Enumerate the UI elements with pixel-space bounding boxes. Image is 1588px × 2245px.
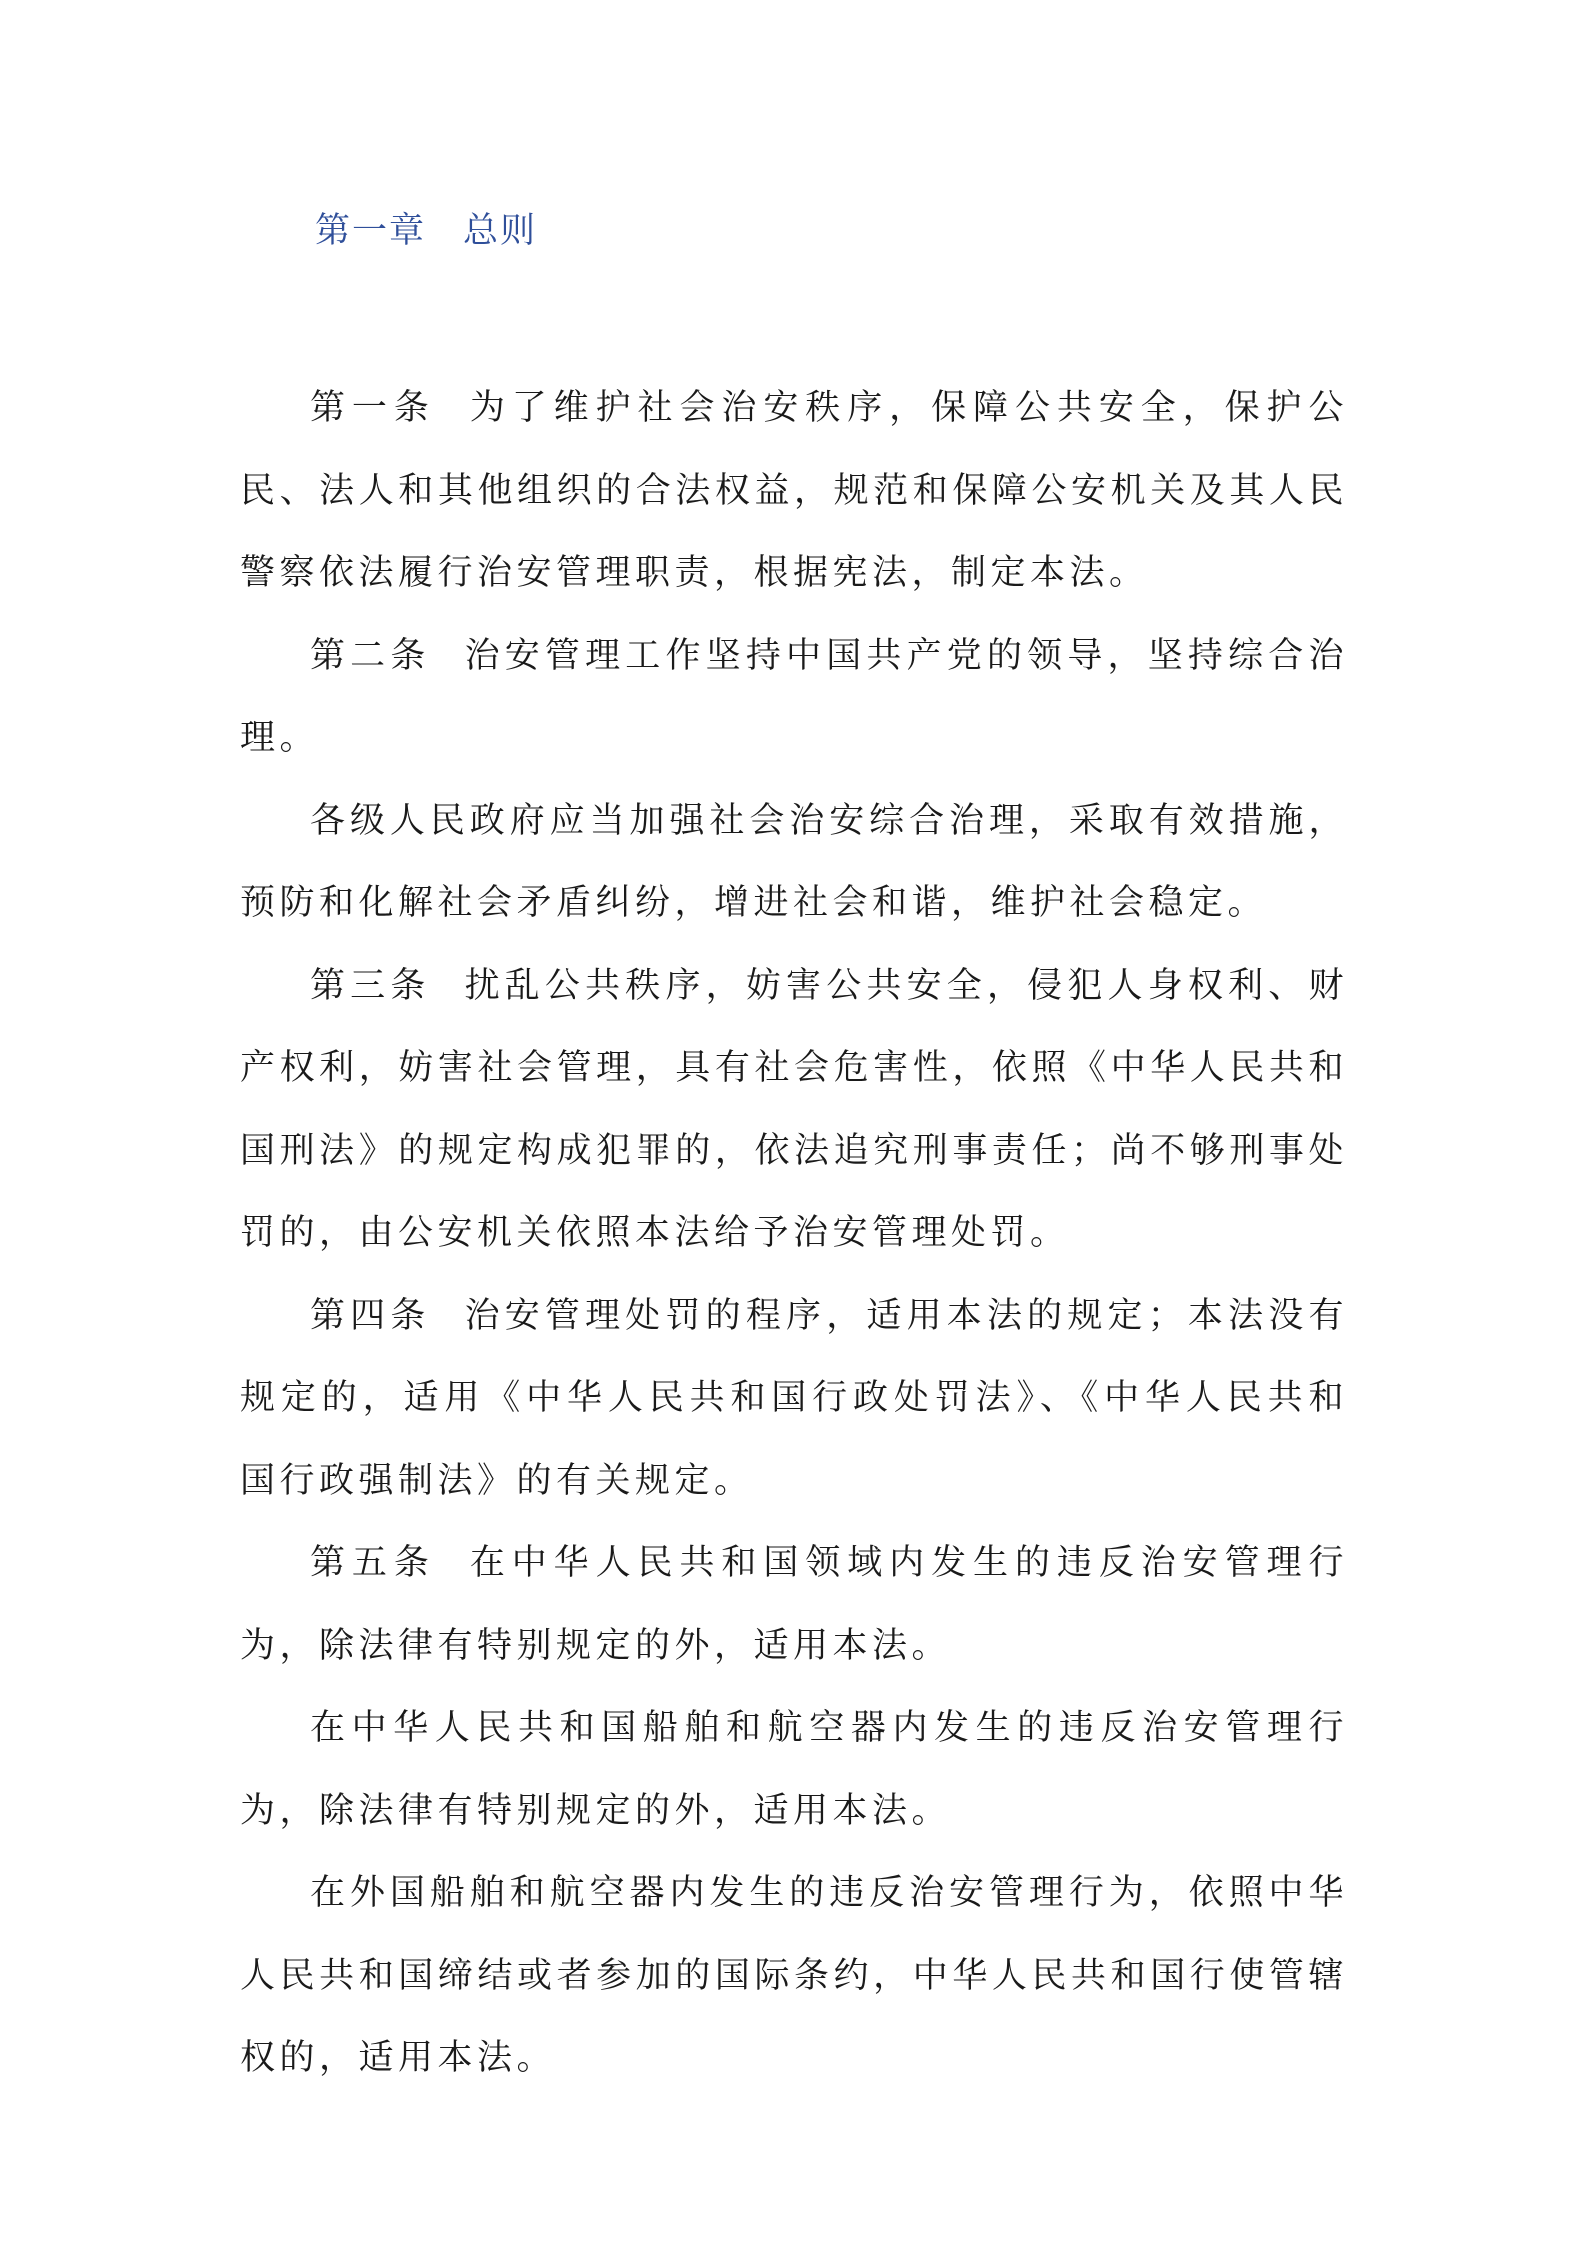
article-text: 在中华人民共和国领域内发生的违反治安管理行为，除法律有特别规定的外，适用本法。 bbox=[240, 1543, 1348, 1666]
article-paragraph bbox=[240, 367, 1348, 615]
article-text: 扰乱公共秩序，妨害公共安全，侵犯人身权利、财产权利，妨害社会管理，具有社会危害性，依照《中华人民共和国刑法》的规定构成犯罪的，依法追究刑事责任；尚不够刑事处罚的，由公安机关依照本法给予治安管理处罚。 bbox=[240, 965, 1348, 1253]
article-number: 第四条 bbox=[310, 1295, 431, 1336]
article-text: 在外国船舶和航空器内发生的违反治安管理行为，依照中华人民共和国缔结或者参加的国际条约，中华人民共和国行使管辖权的，适用本法。 bbox=[240, 1873, 1348, 2078]
article-paragraph bbox=[240, 780, 1348, 945]
document-body bbox=[240, 367, 1348, 2100]
article-number: 第二条 bbox=[310, 635, 431, 676]
article-text: 各级人民政府应当加强社会治安综合治理，采取有效措施，预防和化解社会矛盾纠纷，增进社会和谐，维护社会稳定。 bbox=[240, 800, 1348, 923]
article-paragraph bbox=[240, 615, 1348, 780]
article-text: 治安管理处罚的程序，适用本法的规定；本法没有规定的，适用《中华人民共和国行政处罚法》、《中华人民共和国行政强制法》的有关规定。 bbox=[240, 1295, 1348, 1501]
article-paragraph bbox=[240, 1522, 1348, 1687]
article-text: 在中华人民共和国船舶和航空器内发生的违反治安管理行为，除法律有特别规定的外，适用本法。 bbox=[240, 1708, 1348, 1831]
chapter-heading: 第一章 总则 bbox=[315, 211, 538, 251]
article-number: 第五条 bbox=[310, 1543, 436, 1583]
article-number: 第一条 bbox=[310, 388, 436, 428]
article-number: 第三条 bbox=[310, 965, 431, 1006]
article-paragraph bbox=[240, 1852, 1348, 2100]
article-paragraph bbox=[240, 945, 1348, 1275]
article-paragraph bbox=[240, 1275, 1348, 1523]
article-text: 治安管理工作坚持中国共产党的领导，坚持综合治理。 bbox=[240, 635, 1348, 758]
article-text: 为了维护社会治安秩序，保障公共安全，保护公民、法人和其他组织的合法权益，规范和保障公安机关及其人民警察依法履行治安管理职责，根据宪法，制定本法。 bbox=[240, 388, 1348, 593]
article-paragraph bbox=[240, 1687, 1348, 1852]
